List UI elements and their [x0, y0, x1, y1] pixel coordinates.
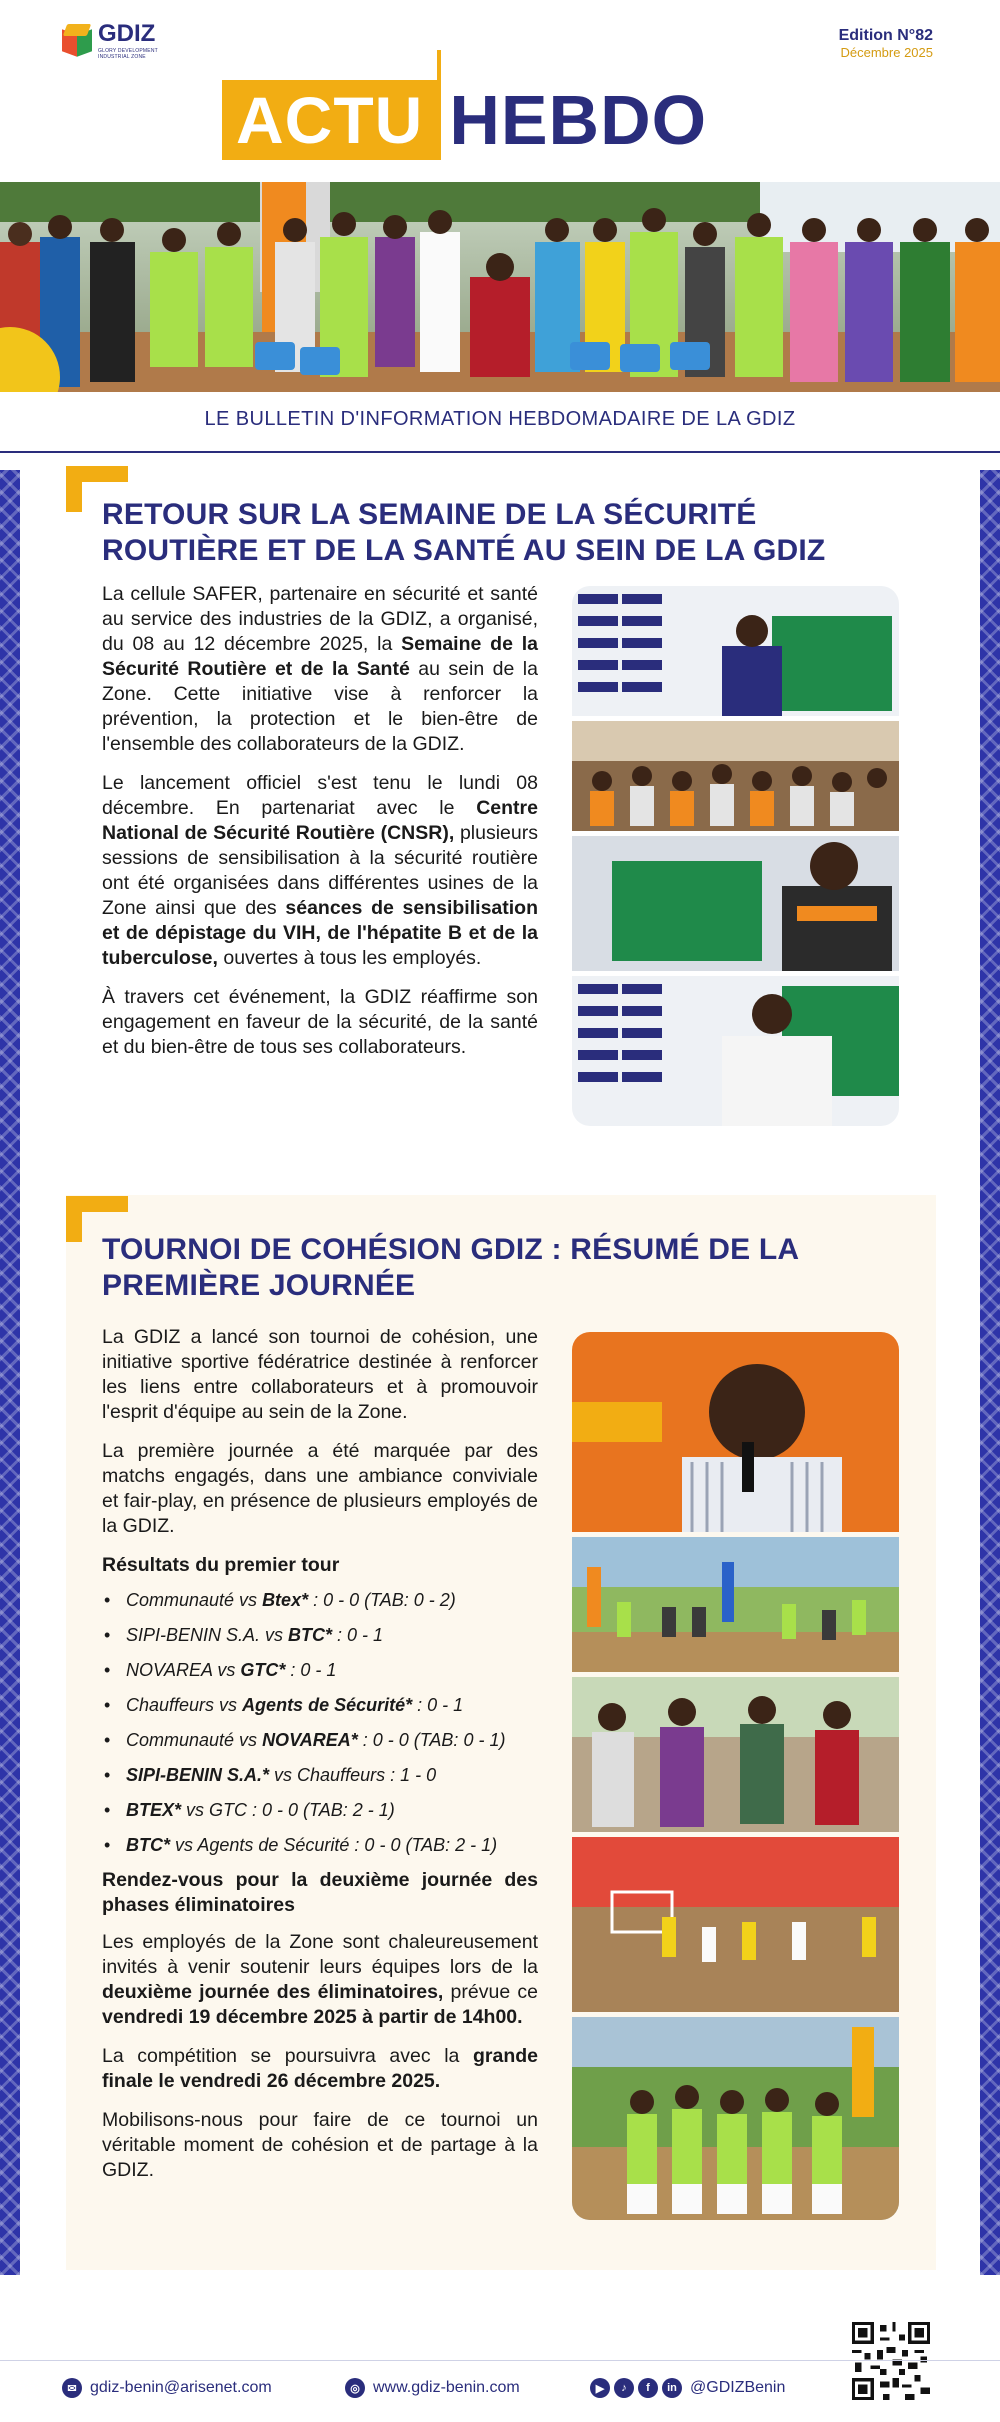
- banner-photo: [0, 182, 1000, 392]
- article2-paragraph: La GDIZ a lancé son tournoi de cohésion, une initiative sportive fédératrice destinée à renforcer les liens entre collaborateurs et à promouvoir l'esprit d'équipe au sein de la Zone.: [102, 1326, 538, 1423]
- article2-photo-collage: [572, 1332, 899, 2220]
- article1-body: [102, 582, 538, 1074]
- edition-date: Décembre 2025: [840, 45, 933, 61]
- logo-subtitle: GLORY DEVELOPMENT INDUSTRIAL ZONE: [98, 48, 158, 60]
- left-pattern-border: [0, 470, 20, 2275]
- logo-name: GDIZ: [98, 20, 156, 47]
- result-item: • SIPI-BENIN S.A. vs BTC* : 0 - 1: [102, 1623, 538, 1647]
- right-pattern-border: [980, 470, 1000, 2275]
- result-item: • Communauté vs NOVAREA* : 0 - 0 (TAB: 0 - 1): [102, 1728, 538, 1752]
- mail-icon: ✉: [62, 2378, 82, 2398]
- article2-paragraph: Les employés de la Zone sont chaleureusement invités à venir soutenir leurs équipes lors de la deuxième journée des éliminatoires, prévue ce vendredi 19 décembre 2025 à partir de 14h00.: [102, 1931, 538, 2028]
- masthead-actu: ACTU: [236, 83, 424, 157]
- result-item: • Chauffeurs vs Agents de Sécurité* : 0 - 1: [102, 1693, 538, 1717]
- article2-paragraph: La première journée a été marquée par des matchs engagés, dans une ambiance conviviale et fair-play, en présence de plusieurs employés de la GDIZ.: [102, 1440, 538, 1537]
- newsletter-subtitle: LE BULLETIN D'INFORMATION HEBDOMADAIRE DE LA GDIZ: [204, 408, 796, 430]
- results-heading: Résultats du premier tour: [102, 1554, 340, 1576]
- footer: [0, 2378, 1000, 2408]
- facebook-icon: f: [638, 2378, 658, 2398]
- masthead-hebdo: HEBDO: [449, 81, 708, 159]
- masthead: [222, 80, 707, 160]
- linkedin-icon: in: [662, 2378, 682, 2398]
- article2-body: [102, 1325, 538, 2197]
- subtitle-divider: [0, 451, 1000, 453]
- article2-title: TOURNOI DE COHÉSION GDIZ : RÉSUMÉ DE LA PREMIÈRE JOURNÉE: [102, 1233, 800, 1302]
- footer-website[interactable]: ◎ www.gdiz-benin.com: [345, 2378, 520, 2398]
- result-item: • Communauté vs Btex* : 0 - 0 (TAB: 0 - 2): [102, 1588, 538, 1612]
- footer-email[interactable]: ✉ gdiz-benin@arisenet.com: [62, 2378, 272, 2398]
- result-item: • NOVAREA vs GTC* : 0 - 1: [102, 1658, 538, 1682]
- article1-title: RETOUR SUR LA SEMAINE DE LA SÉCURITÉ ROUTIÈRE ET DE LA SANTÉ AU SEIN DE LA GDIZ: [102, 498, 826, 567]
- tiktok-icon: ♪: [614, 2378, 634, 2398]
- article2-paragraph: Mobilisons-nous pour faire de ce tournoi un véritable moment de cohésion et de partage à la GDIZ.: [102, 2109, 538, 2181]
- article1-paragraph: À travers cet événement, la GDIZ réaffirme son engagement en faveur de la sécurité, de la santé et du bien-être de tous ses collaborateurs.: [102, 986, 538, 1058]
- edition-info: [839, 26, 933, 61]
- footer-divider: [0, 2360, 1000, 2361]
- result-item: • BTC* vs Agents de Sécurité : 0 - 0 (TAB: 2 - 1): [102, 1833, 538, 1857]
- results-list: [102, 1588, 538, 1857]
- footer-social[interactable]: ▶ ♪ f in @GDIZBenin: [590, 2378, 785, 2398]
- article1-paragraph: La cellule SAFER, partenaire en sécurité et santé au service des industries de la GDIZ, a organisé, du 08 au 12 décembre 2025, la Semaine de la Sécurité Routière et de la Santé au sein de la Zone. Cette initiative vise à renforcer la prévention, la protection et le bien-être de l'ensemble des collaborateurs de la GDIZ.: [102, 583, 538, 755]
- cube-logo-icon: [62, 24, 92, 58]
- article2-paragraph: La compétition se poursuivra avec la grande finale le vendredi 26 décembre 2025.: [102, 2045, 538, 2092]
- edition-number: Edition N°82: [838, 27, 933, 44]
- result-item: • SIPI-BENIN S.A.* vs Chauffeurs : 1 - 0: [102, 1763, 538, 1787]
- article1-photo-collage: [572, 586, 899, 1126]
- gdiz-logo: [62, 22, 170, 60]
- youtube-icon: ▶: [590, 2378, 610, 2398]
- globe-icon: ◎: [345, 2378, 365, 2398]
- result-item: • BTEX* vs GTC : 0 - 0 (TAB: 2 - 1): [102, 1798, 538, 1822]
- article1-paragraph: Le lancement officiel s'est tenu le lundi 08 décembre. En partenariat avec le Centre National de Sécurité Routière (CNSR), plusieurs sessions de sensibilisation à la sécurité routière ont été organisées dans différentes usines de la Zone ainsi que des séances de sensibilisation et de dépistage du VIH, de l'hépatite B et de la tuberculose, ouvertes à tous les employés.: [102, 772, 538, 969]
- rdv-heading: Rendez-vous pour la deuxième journée des phases éliminatoires: [102, 1869, 538, 1916]
